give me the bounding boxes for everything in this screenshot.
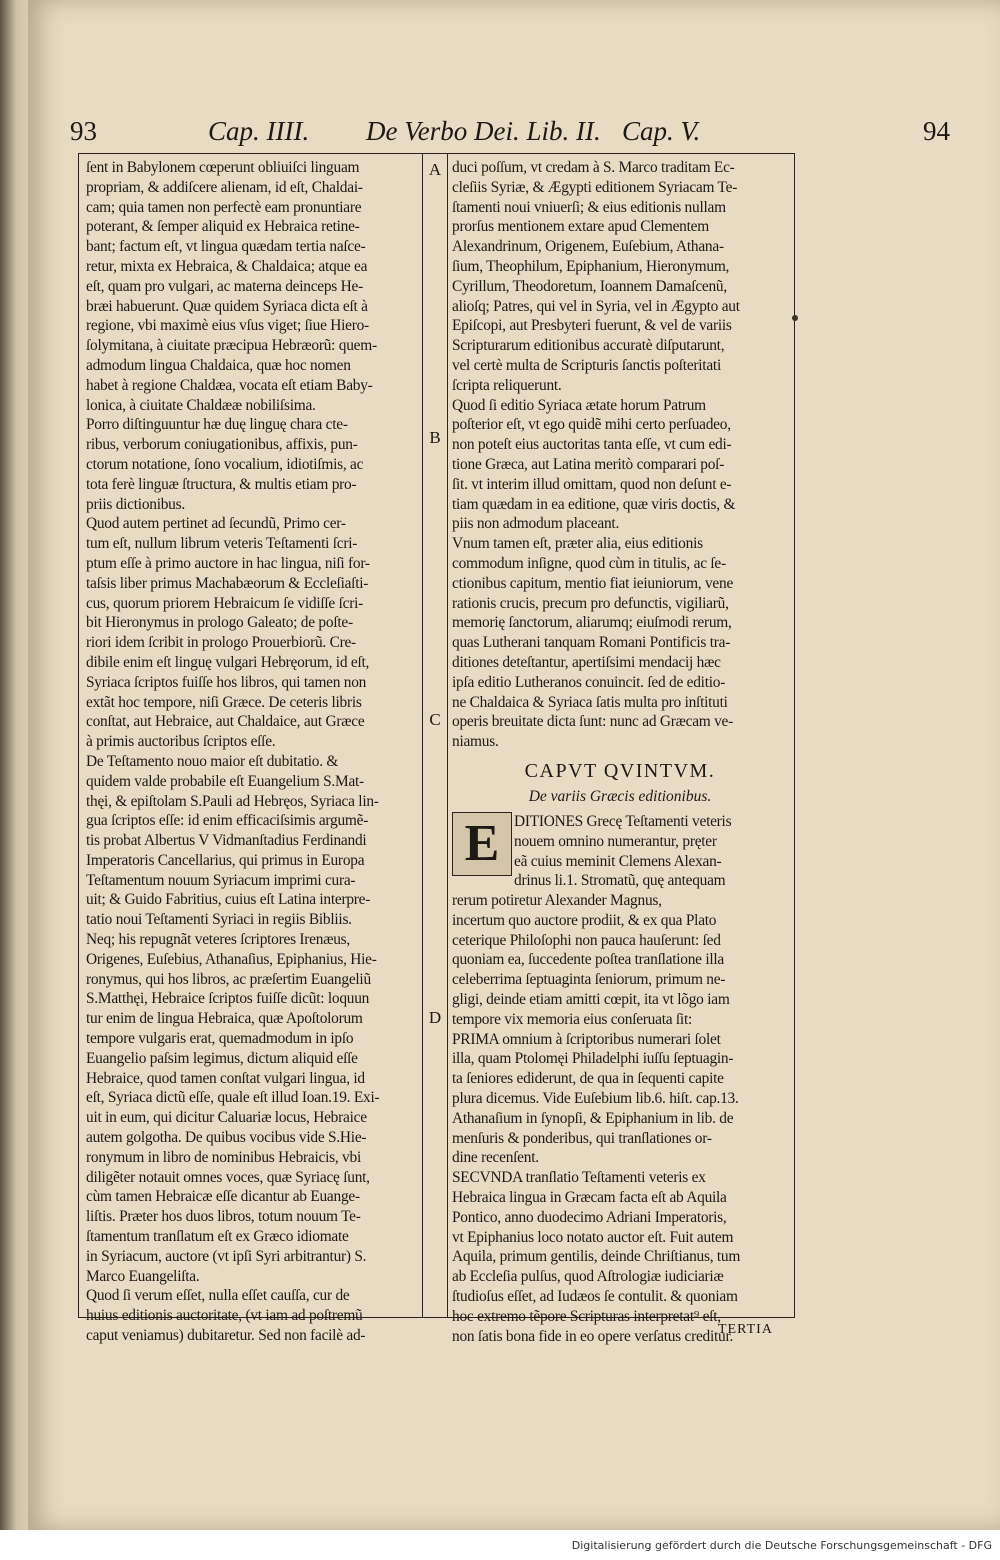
text-line: tota ferè linguæ ſtructura, & multis etiam pro- <box>86 475 357 493</box>
text-line: Syriaca ſcriptos fuiſſe hos libros, qui tamen non <box>86 673 367 691</box>
text-line: Athanaſium in ſynopſi, & Epiphanium in lib. de <box>452 1109 734 1127</box>
text-line: extãt hoc tempore, niſi Græce. De ceteris libris <box>86 693 362 711</box>
margin-marker-a: A <box>428 160 442 179</box>
text-line: ſit. vt interim illud omittam, quod non deſunt e- <box>452 475 732 493</box>
text-line: uit; & Guido Fabritius, cuius eſt Latina interpre- <box>86 891 371 909</box>
text-line: Origenes, Euſebius, Athanaſius, Epiphanius, Hie- <box>86 950 377 968</box>
text-line: riori idem ſcribit in prologo Prouerbiorũ. Cre- <box>86 634 356 652</box>
margin-marker-b: B <box>429 428 441 447</box>
text-line: ſtamenti noui vniuerſi; & eius editionis nullam <box>452 198 726 216</box>
text-line: ſent in Babylonem cœperunt obliuiſci linguam <box>86 159 360 176</box>
text-line: Vnum tamen eſt, præter alia, eius editionis <box>452 535 703 553</box>
text-line: tione Græca, aut Latina meritò comparari poſ- <box>452 455 725 473</box>
text-line: cus, quorum priorem Hebraicum ſe vidiſſe ſcri- <box>86 594 363 612</box>
text-line: piis non admodum placeant. <box>452 515 620 533</box>
text-line: Alexandrinum, Origenem, Euſebium, Athana- <box>452 238 724 256</box>
text-line: huius editionis auctoritate, (vt iam ad poſtremũ <box>86 1307 363 1325</box>
text-line: memorię ſanctorum, aliarumq; eiuſmodi rerum, <box>452 614 732 632</box>
text-line: propriam, & addiſcere alienam, id eſt, Chaldai- <box>86 178 363 196</box>
text-line: Porro diſtinguuntur hæ duę linguę chara cte- <box>86 416 348 434</box>
footer-credit: Digitalisierung gefördert durch die Deutsche Forschungsgemeinschaft - DFG <box>571 1539 992 1552</box>
chapter-heading: CAPVT QVINTVM. <box>524 759 716 782</box>
text-line: quoniam ea, ſuccedente poſtea tranſlatione illa <box>452 951 724 969</box>
text-line: commodum inſigne, quod cùm in titulis, ac ſe- <box>452 554 726 572</box>
text-line: admodum lingua Chaldaica, quæ hoc nomen <box>86 356 351 374</box>
text-line: tiam quædam in ea editione, quæ viris doctis, & <box>452 495 736 513</box>
text-line: eſt, quam pro vulgari, ac materna deinceps He- <box>86 277 363 295</box>
text-line: priis dictionibus. <box>86 495 185 513</box>
text-line: menſuris & ponderibus, qui tranſlationes or- <box>452 1129 712 1147</box>
text-line: vt Epiphanius loco notato auctor eſt. Fuit autem <box>452 1228 734 1246</box>
text-line: duci poſſum, vt credam à S. Marco traditam Ec- <box>452 159 735 176</box>
left-column <box>86 158 424 1346</box>
text-line: ipſa editio Lutheranos conuincit. ſed de editio- <box>452 673 726 691</box>
text-line: Epiſcopi, aut Presbyteri fuerunt, & vel de variis <box>452 317 732 335</box>
text-line: poterant, & ſemper aliquid ex Hebraica retine- <box>86 218 360 236</box>
text-line: ſtudioſus eſſet, ad Iudæos ſe contulit. & quoniam <box>452 1288 738 1306</box>
text-line: à primis auctoribus ſcriptos eſſe. <box>86 733 276 751</box>
text-line: incertum quo auctore prodiit, & ex qua Plato <box>452 911 717 929</box>
text-line: tempore vix memoria eius conſeruata ſit: <box>452 1010 693 1028</box>
margin-marker-d: D <box>428 1008 442 1027</box>
text-line: Cyrillum, Theodoretum, Ioannem Damaſcenũ, <box>452 277 727 295</box>
text-line: uit in eum, qui dicitur Caluariæ locus, Hebraice <box>86 1109 367 1127</box>
text-line: tis probat Albertus V Vidmanſtadius Ferdinandi <box>86 832 367 850</box>
text-line: gua ſcriptos eſſe: id enim efficaciſsimis argumẽ- <box>86 812 369 830</box>
text-line: tempore vulgaris erat, quemadmodum in ipſo <box>86 1030 354 1048</box>
chapter-subheading: De variis Græcis editionibus. <box>528 787 712 805</box>
text-line: prorſus mentionem extare apud Clementem <box>452 218 709 236</box>
text-line: ſolymitana, à ciuitate præcipua Hebræorũ: quem- <box>86 337 377 355</box>
chapter-label-left: Cap. IIII. <box>208 116 310 146</box>
text-line: quidem valde probabile eſt Euangelium S.Mat- <box>86 772 364 790</box>
text-line: quas Lutherani tanquam Romani Pontificis tra- <box>452 634 731 652</box>
text-line: nouem omnino numerantur, pręter <box>514 832 717 850</box>
text-line: regione, vbi maximè eius vſus viget; ſiue Hiero- <box>86 317 369 335</box>
text-line: ditiones deteſtantur, apertiſsimi mendacij hæc <box>452 653 721 671</box>
digitization-footer <box>0 1530 1000 1560</box>
text-line: ceterique Philoſophi non pauca hauſerunt: ſed <box>452 931 721 949</box>
text-line: tum eſt, nullum librum veteris Teſtamenti ſcri- <box>86 535 358 553</box>
text-line: cleſiis Syriæ, & Ægypti editionem Syriacam Te- <box>452 178 738 196</box>
text-line: plura dicemus. Vide Euſebium lib.6. hiſt. cap.13. <box>452 1090 739 1108</box>
text-line: in Syriacum, auctore (vt ipſi Syri arbitrantur) S. <box>86 1247 367 1265</box>
text-line: hoc extremo tẽpore Scripturas interpretat⁹ eſt, <box>452 1307 721 1325</box>
text-line: ſium, Theophilum, Epiphanium, Hieronymum, <box>452 257 730 275</box>
text-line: retur, mixta ex Hebraica, & Chaldaica; atque ea <box>86 257 368 275</box>
text-line: diligẽter notauit omnes voces, quæ Syriacę ſunt, <box>86 1168 370 1186</box>
page-number-left: 93 <box>70 116 97 146</box>
text-line: vel certè multa de Scripturis ſanctis poſteritati <box>452 356 721 374</box>
text-line: dibile enim eſt linguę vulgari Hebręorum, id eſt, <box>86 653 370 671</box>
text-line: thęi, & epiſtolam S.Pauli ad Hebręos, Syriaca lin- <box>86 792 379 810</box>
text-line: cam; quia tamen non perfectè eam pronuntiare <box>86 198 362 216</box>
text-line: Teſtamentum nouum Syriacum imprimi cura- <box>86 871 356 889</box>
running-head <box>70 116 950 152</box>
text-line: S.Matthęi, Hebraice ſcriptos fuiſſe dicũt: loquun <box>86 990 370 1008</box>
text-line: ab Eccleſia pulſus, quod Aſtrologiæ iudiciariæ <box>452 1268 724 1286</box>
text-line: rerum potiretur Alexander Magnus, <box>452 892 662 910</box>
text-line: Hebraice, quod tamen conſtat vulgari lingua, id <box>86 1069 365 1087</box>
text-line: ſcripta reliquerunt. <box>452 376 562 394</box>
text-line: SECVNDA tranſlatio Teſtamenti veteris ex <box>452 1169 706 1187</box>
chapter-label-right: Cap. V. <box>622 116 701 146</box>
text-line: autem golgotha. De quibus vocibus vide S.Hie- <box>86 1129 367 1147</box>
text-line: taſsis liber primus Machabæorum & Eccleſiaſti- <box>86 574 369 592</box>
text-line: Quod autem pertinet ad ſecundũ, Primo cer- <box>86 515 346 533</box>
running-title: De Verbo Dei. Lib. II. <box>366 116 601 146</box>
text-line: poſterior eſt, vt ego quidẽ mihi certo perſuadeo, <box>452 416 731 434</box>
text-line: cùm tamen Hebraicæ eſſe dicantur ab Euange- <box>86 1188 360 1206</box>
text-line: bit Hieronymus in prologo Galeato; de poſte- <box>86 614 353 632</box>
right-column <box>452 158 788 1346</box>
text-line: drinus li.1. Stromatũ, quę antequam <box>514 872 726 890</box>
text-line: Neq; his repugnãt veteres ſcriptores Irenæus, <box>86 931 350 949</box>
text-line: tur enim de lingua Hebraica, quæ Apoſtolorum <box>86 1010 363 1028</box>
text-line: lonica, à ciuitate Chaldææ nobiliſsima. <box>86 396 316 414</box>
text-line: Hebraica lingua in Græcam facta eſt ab Aquila <box>452 1189 727 1207</box>
text-line: eſt, Syriaca dictũ eſſe, quale eſt illud Ioan.19. Exi- <box>86 1089 380 1107</box>
decorated-initial: E <box>452 812 512 876</box>
dropcap-block <box>452 812 788 891</box>
text-line: bræi habuerunt. Quæ quidem Syriaca dicta eſt à <box>86 297 368 315</box>
text-line: ronymum in libro de nominibus Hebraicis, vbi <box>86 1148 361 1166</box>
text-line: ne Chaldaica & Syriaca ſatis multa pro inſtituti <box>452 693 728 711</box>
text-line: ribus, verborum coniugationibus, affixis, pun- <box>86 436 358 454</box>
text-line: non poteſt eius auctoritas tanta eſſe, vt cum edi- <box>452 436 732 454</box>
right-column-top <box>452 158 788 752</box>
text-line: ptum eſſe à primo auctore in hac lingua, niſi for- <box>86 554 370 572</box>
text-line: PRIMA omnium à ſcriptoribus numerari ſolet <box>452 1030 721 1048</box>
text-line: Marco Euangeliſta. <box>86 1267 200 1285</box>
text-line: Quod ſi verum eſſet, nulla eſſet cauſſa, cur de <box>86 1287 350 1305</box>
book-edge <box>0 0 30 1530</box>
text-line: Euangelio paſsim legimus, dictum aliquid eſſe <box>86 1049 358 1067</box>
text-line: illa, quam Ptolomęi Philadelphi iuſſu ſeptuagin- <box>452 1050 734 1068</box>
text-line: ta ſeniores ediderunt, de qua in ſequenti capite <box>452 1070 724 1088</box>
text-line: De Teſtamento nouo maior eſt dubitatio. & <box>86 752 339 770</box>
ink-dot <box>792 315 798 321</box>
column-rule-right <box>447 154 448 1317</box>
text-line: eã cuius meminit Clemens Alexan- <box>514 852 722 870</box>
text-line: DITIONES Grecę Teſtamenti veteris <box>514 812 732 830</box>
text-line: caput veniamus) dubitaretur. Sed non facilè ad- <box>86 1327 366 1345</box>
catchword: TERTIA <box>718 1322 773 1337</box>
text-line: tatio noui Teſtamenti Syriaci in regiis Bibliis. <box>86 911 352 929</box>
right-column-bottom <box>452 891 788 1346</box>
text-line: Aquila, primum gentilis, deinde Chriſtianus, tum <box>452 1248 741 1266</box>
text-line: liſtis. Præter hos duos libros, totum nouum Te- <box>86 1208 361 1226</box>
text-line: Scripturarum editionibus accuratè diſputarunt, <box>452 337 725 355</box>
text-line: rationis crucis, precum pro defunctis, vigiliarũ, <box>452 594 729 612</box>
text-line: dine recenſent. <box>452 1149 539 1167</box>
text-line: Quod ſi editio Syriaca ætate horum Patrum <box>452 396 706 414</box>
text-line: niamus. <box>452 733 499 751</box>
text-line: Imperatoris Cancellarius, qui primus in Europa <box>86 851 365 869</box>
text-line: ctorum notatione, ſono vocalium, idiotiſmis, ac <box>86 455 364 473</box>
text-line: Pontico, anno duodecimo Adriani Imperatoris, <box>452 1208 727 1226</box>
text-line: conſtat, aut Hebraice, aut Chaldaice, aut Græce <box>86 713 365 731</box>
page-number-right: 94 <box>923 116 950 146</box>
text-line: operis breuitate dicta ſunt: nunc ad Græcam ve- <box>452 713 733 731</box>
text-line: celeberrima ſeptuaginta ſeniorum, primum ne- <box>452 971 726 989</box>
text-line: non ſatis bona fide in eo opere verſatus creditur. <box>452 1327 734 1345</box>
text-line: bant; factum eſt, vt lingua quædam tertia naſce- <box>86 238 366 256</box>
text-line: alioſq; Patres, qui vel in Syria, vel in Ægypto aut <box>452 297 740 315</box>
text-line: habet à regione Chaldæa, vocata eſt etiam Baby- <box>86 376 373 394</box>
margin-marker-c: C <box>429 710 441 729</box>
text-line: ctionibus capitum, mentio fiat ieiuniorum, vene <box>452 574 734 592</box>
text-line: gligi, deinde etiam amitti cœpit, ita vt lõgo iam <box>452 991 730 1009</box>
text-line: ſtamentum tranſlatum eſt ex Græco idiomate <box>86 1228 349 1246</box>
text-line: ronymus, qui hos libros, ac præſertim Euangeliũ <box>86 970 371 988</box>
